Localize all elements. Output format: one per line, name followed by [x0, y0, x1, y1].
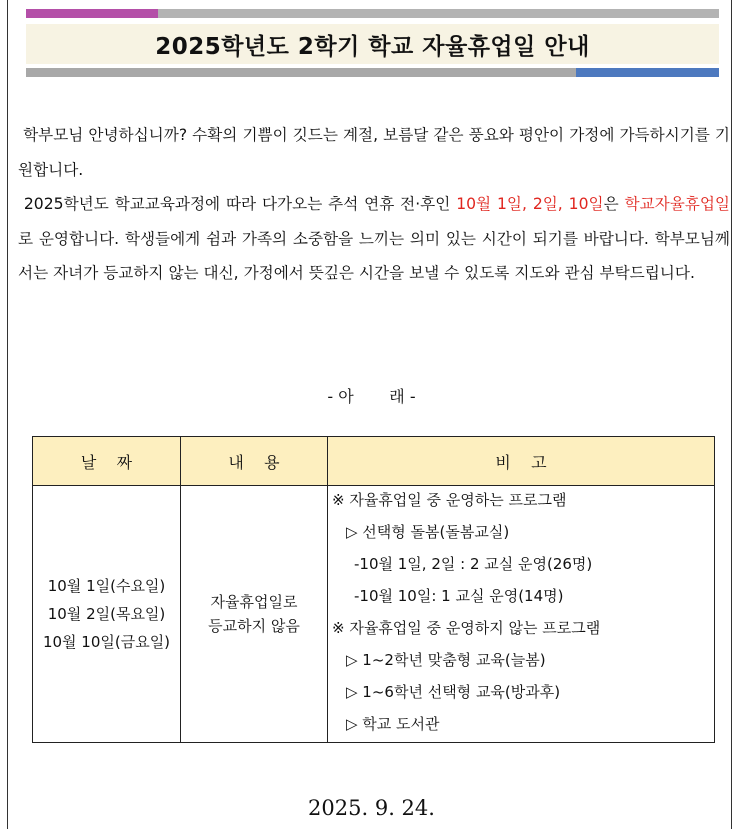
- top-divider-bar: [26, 9, 719, 18]
- note-line: ▷ 1~2학년 맞춤형 교육(늘봄): [346, 651, 546, 669]
- greeting-text: 학부모님 안녕하십니까? 수확의 기쁨이 깃드는 계절, 보름달 같은 풍요와 평안이 가정에 가득하시기를 기원합니다.: [18, 126, 730, 179]
- header-date: 날 짜: [33, 437, 181, 486]
- date-line: 10월 2일(목요일): [47, 605, 166, 623]
- date-line: 10월 1일(수요일): [47, 577, 166, 595]
- section-heading-arae: - 아 래 -: [327, 387, 416, 406]
- letter-body: [18, 118, 730, 291]
- bottom-accent-bar: [576, 68, 719, 77]
- issue-date: 2025. 9. 24.: [308, 796, 435, 820]
- note-line: ※ 자율휴업일 중 운영하지 않는 프로그램: [332, 619, 601, 637]
- bottom-divider-bar: [26, 68, 719, 77]
- note-line: -10월 1일, 2일 : 2 교실 운영(26명): [354, 555, 593, 573]
- content-line: 등교하지 않음: [208, 617, 300, 635]
- notice-paragraph: [18, 187, 730, 291]
- note-line: ▷ 학교 도서관: [346, 715, 440, 733]
- holiday-term-highlight: 학교자율휴업일: [624, 195, 730, 213]
- content-line: 자율휴업일로: [210, 593, 298, 611]
- holiday-dates-highlight: 10월 1일, 2일, 10일: [456, 195, 604, 213]
- header-note: 비 고: [328, 437, 715, 486]
- date-line: 10월 10일(금요일): [42, 633, 171, 651]
- title-banner: [26, 24, 719, 64]
- notice-text-mid: 은: [603, 195, 625, 213]
- header-content: 내 용: [181, 437, 328, 486]
- top-accent-bar: [26, 9, 158, 18]
- date-cell: [33, 486, 181, 743]
- note-line: -10월 10일: 1 교실 운영(14명): [354, 587, 564, 605]
- content-cell: [181, 486, 328, 743]
- notice-text-before: 2025학년도 학교교육과정에 따라 다가오는 추석 연휴 전·후인: [23, 195, 457, 213]
- page-title: 2025학년도 2학기 학교 자율휴업일 안내: [155, 33, 590, 60]
- table-row: [33, 486, 715, 743]
- note-line: ▷ 선택형 돌봄(돌봄교실): [346, 523, 510, 541]
- greeting-paragraph: [18, 118, 730, 187]
- table-header-row: [33, 437, 715, 486]
- schedule-table: [32, 436, 715, 743]
- note-line: ▷ 1~6학년 선택형 교육(방과후): [346, 683, 561, 701]
- notice-text-after: 로 운영합니다. 학생들에게 쉼과 가족의 소중함을 느끼는 의미 있는 시간이 되기를 바랍니다. 학부모님께서는 자녀가 등교하지 않는 대신, 가정에서 뜻깊은 시간을 보낼 수 있도록 지도와 관심 부탁드립니다.: [18, 229, 730, 282]
- note-cell: [328, 486, 715, 743]
- note-line: ※ 자율휴업일 중 운영하는 프로그램: [332, 491, 567, 509]
